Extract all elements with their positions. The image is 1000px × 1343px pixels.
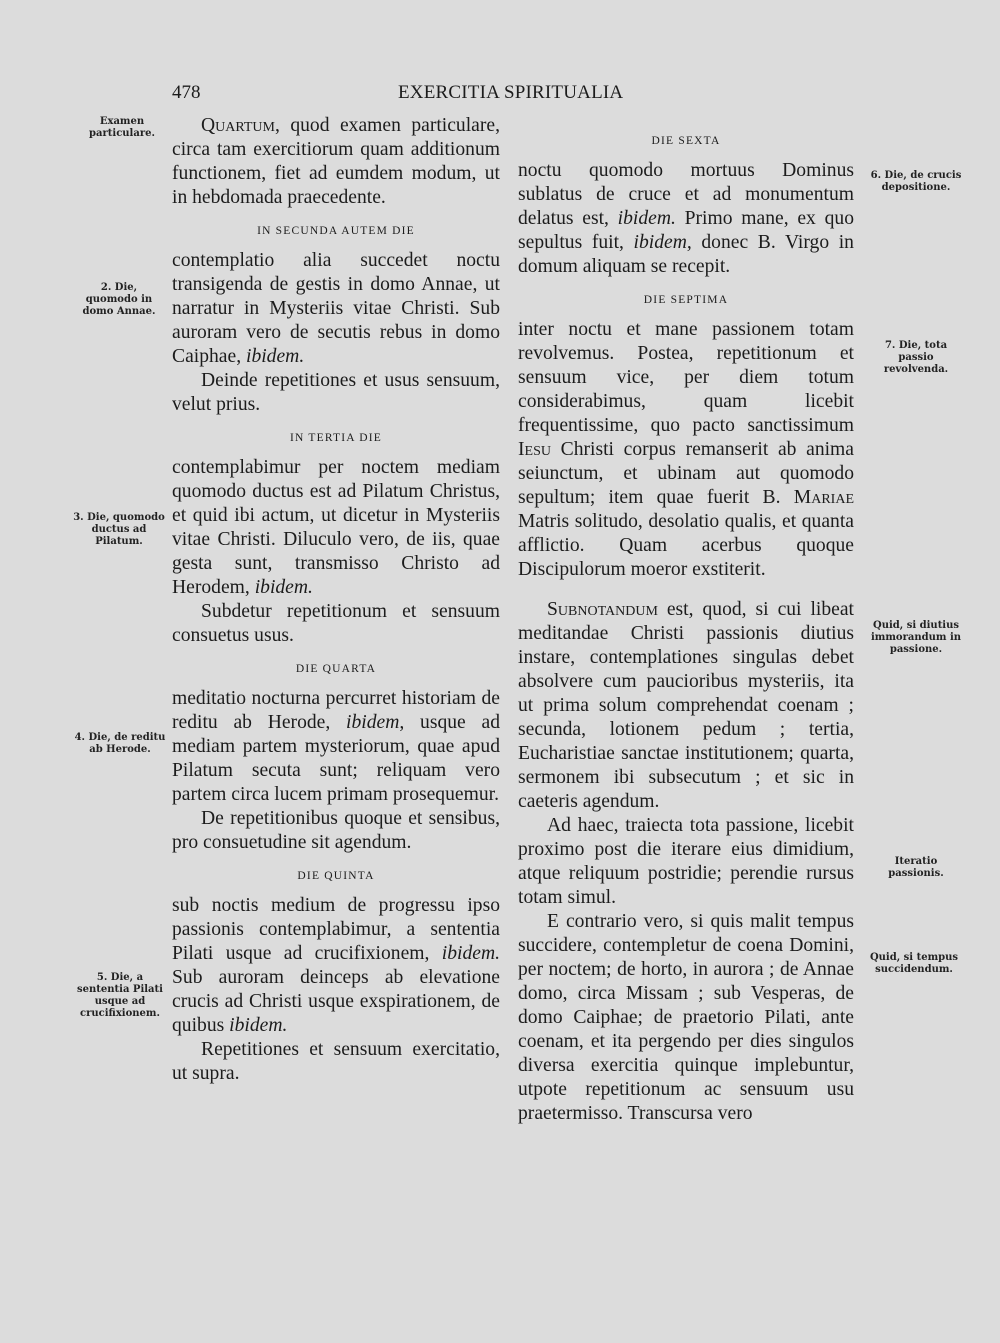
paragraph-die-6: noctu quomodo mortuus Dominus sublatus de cruce et ad monumentum delatus est, ibidem. Primo mane, ex quo sepultus fuit, ibidem, donec B. Virgo in domum aliquam se recepit. bbox=[518, 160, 854, 277]
margin-note-die-3: 3. Die, quomodo ductus ad Pilatum. bbox=[73, 512, 165, 547]
heading-die-quarta: DIE QUARTA bbox=[295, 663, 377, 675]
paragraph-die-4: meditatio nocturna percurret historiam de reditu ab Herode, ibidem, usque ad mediam partem mysteriorum, quae apud Pilatum secuta sunt; reliquam vero partem circa lucem primam prosequemur. bbox=[172, 688, 500, 805]
paragraph-repetitiones-1: Deinde repetitiones et usus sensuum, velut prius. bbox=[172, 370, 500, 415]
paragraph-die-7: inter noctu et mane passionem totam revolvemus. Postea, repetitionum et sensuum vice, per diem totum considerabimus, quam licebit frequentissime, quo pacto sanctissimum Iesu Christi corpus remanserit ab anima seiunctum, et ubinam aut quomodo sepultum; item quae fuerit B. Mariae Matris solitudo, desolatio qualis, et quanta afflictio. Quam acerbus quoque Discipulorum moeror exstiterit. bbox=[518, 319, 854, 580]
left-column bbox=[172, 114, 500, 1086]
paragraph-die-2: contemplatio alia succedet noctu transigenda de gestis in domo Annae, ut narratur in Mysteriis vitae Christi. Sub auroram vero de secutis rebus in domo Caiphae, ibidem. bbox=[172, 250, 500, 367]
margin-note-die-4: 4. Die, de reditu ab Herode. bbox=[74, 732, 166, 755]
margin-note-die-2: 2. Die, quomodo in domo Annae. bbox=[82, 282, 156, 317]
margin-note-die-5: 5. Die, a sententia Pilati usque ad crucifixionem. bbox=[77, 972, 163, 1019]
margin-note-succidendum: Quid, si tempus succidendum. bbox=[869, 952, 959, 975]
paragraph-ad-haec: Ad haec, traiecta tota passione, licebit proximo post die iterare eius dimidium, atque reliquum postridie; perendie rursus totam simul. bbox=[518, 815, 854, 908]
paragraph-repetitiones-2: Subdetur repetitionum et sensuum consuetus usus. bbox=[172, 601, 500, 646]
heading-tertia-die: IN TERTIA DIE bbox=[290, 432, 382, 444]
paragraph-repetitiones-3: De repetitionibus quoque et sensibus, pro consuetudine sit agendum. bbox=[172, 808, 500, 853]
margin-note-iteratio: Iteratio passionis. bbox=[888, 856, 944, 879]
margin-note-diutius: Quid, si diutius immorandum in passione. bbox=[870, 620, 962, 655]
paragraph-examen: Quartum, quod examen particulare, circa tam exercitiorum quam additionum functionem, fiet ad eumdem modum, ut in hebdomada praecedente. bbox=[172, 115, 500, 208]
heading-secunda-die: IN SECUNDA AUTEM DIE bbox=[257, 225, 415, 237]
paragraph-e-contrario: E contrario vero, si quis malit tempus succidere, contempletur de coena Domini, per noctem; de horto, in aurora ; de Annae domo, circa Missam ; sub Vesperas, de domo Caiphae; de praetorio Pilati, ante coenam, et ita pergendo per dies singulos diversa exercitia quinque implebuntur, utpote repetitionum ac sensuum usu praetermisso. Transcursa vero bbox=[518, 911, 854, 1124]
paragraph-repetitiones-4: Repetitiones et sensuum exercitatio, ut supra. bbox=[172, 1039, 500, 1084]
paragraph-subnotandum: Subnotandum est, quod, si cui libeat meditandae Christi passionis diutius instare, contemplationes singulas debet absolvere cum paucioribus mysteriis, ita ut prima solum comprehendat coenam ; secunda, lotionem pedum ; tertia, Eucharistiae sanctae institutionem; quarta, sermonem ibi subsecutum ; et sic in caeteris agendum. bbox=[518, 599, 854, 812]
margin-note-die-6: 6. Die, de crucis depositione. bbox=[870, 170, 962, 193]
margin-note-examen: Examen particulare. bbox=[89, 116, 155, 139]
margin-note-die-7: 7. Die, tota passio revolvenda. bbox=[883, 340, 949, 375]
paragraph-die-3: contemplabimur per noctem mediam quomodo ductus est ad Pilatum Christus, et quid ibi actum, ut dicetur in Mysteriis vitae Christi. Diluculo vero, de iis, quae gesta sunt, transmisso Christo ad Herodem, ibidem. bbox=[172, 457, 500, 598]
paragraph-die-5: sub noctis medium de progressu ipso passionis contemplabimur, a sententia Pilati usque ad crucifixionem, ibidem. Sub auroram deinceps ab elevatione crucis ad Christi usque exspirationem, de quibus ibidem. bbox=[172, 895, 500, 1036]
running-title: EXERCITIA SPIRITUALIA bbox=[398, 82, 624, 103]
heading-die-sexta: DIE SEXTA bbox=[651, 135, 721, 147]
right-column bbox=[518, 134, 854, 1126]
heading-die-septima: DIE SEPTIMA bbox=[643, 294, 729, 306]
page-number: 478 bbox=[172, 82, 201, 103]
heading-die-quinta: DIE QUINTA bbox=[297, 870, 375, 882]
